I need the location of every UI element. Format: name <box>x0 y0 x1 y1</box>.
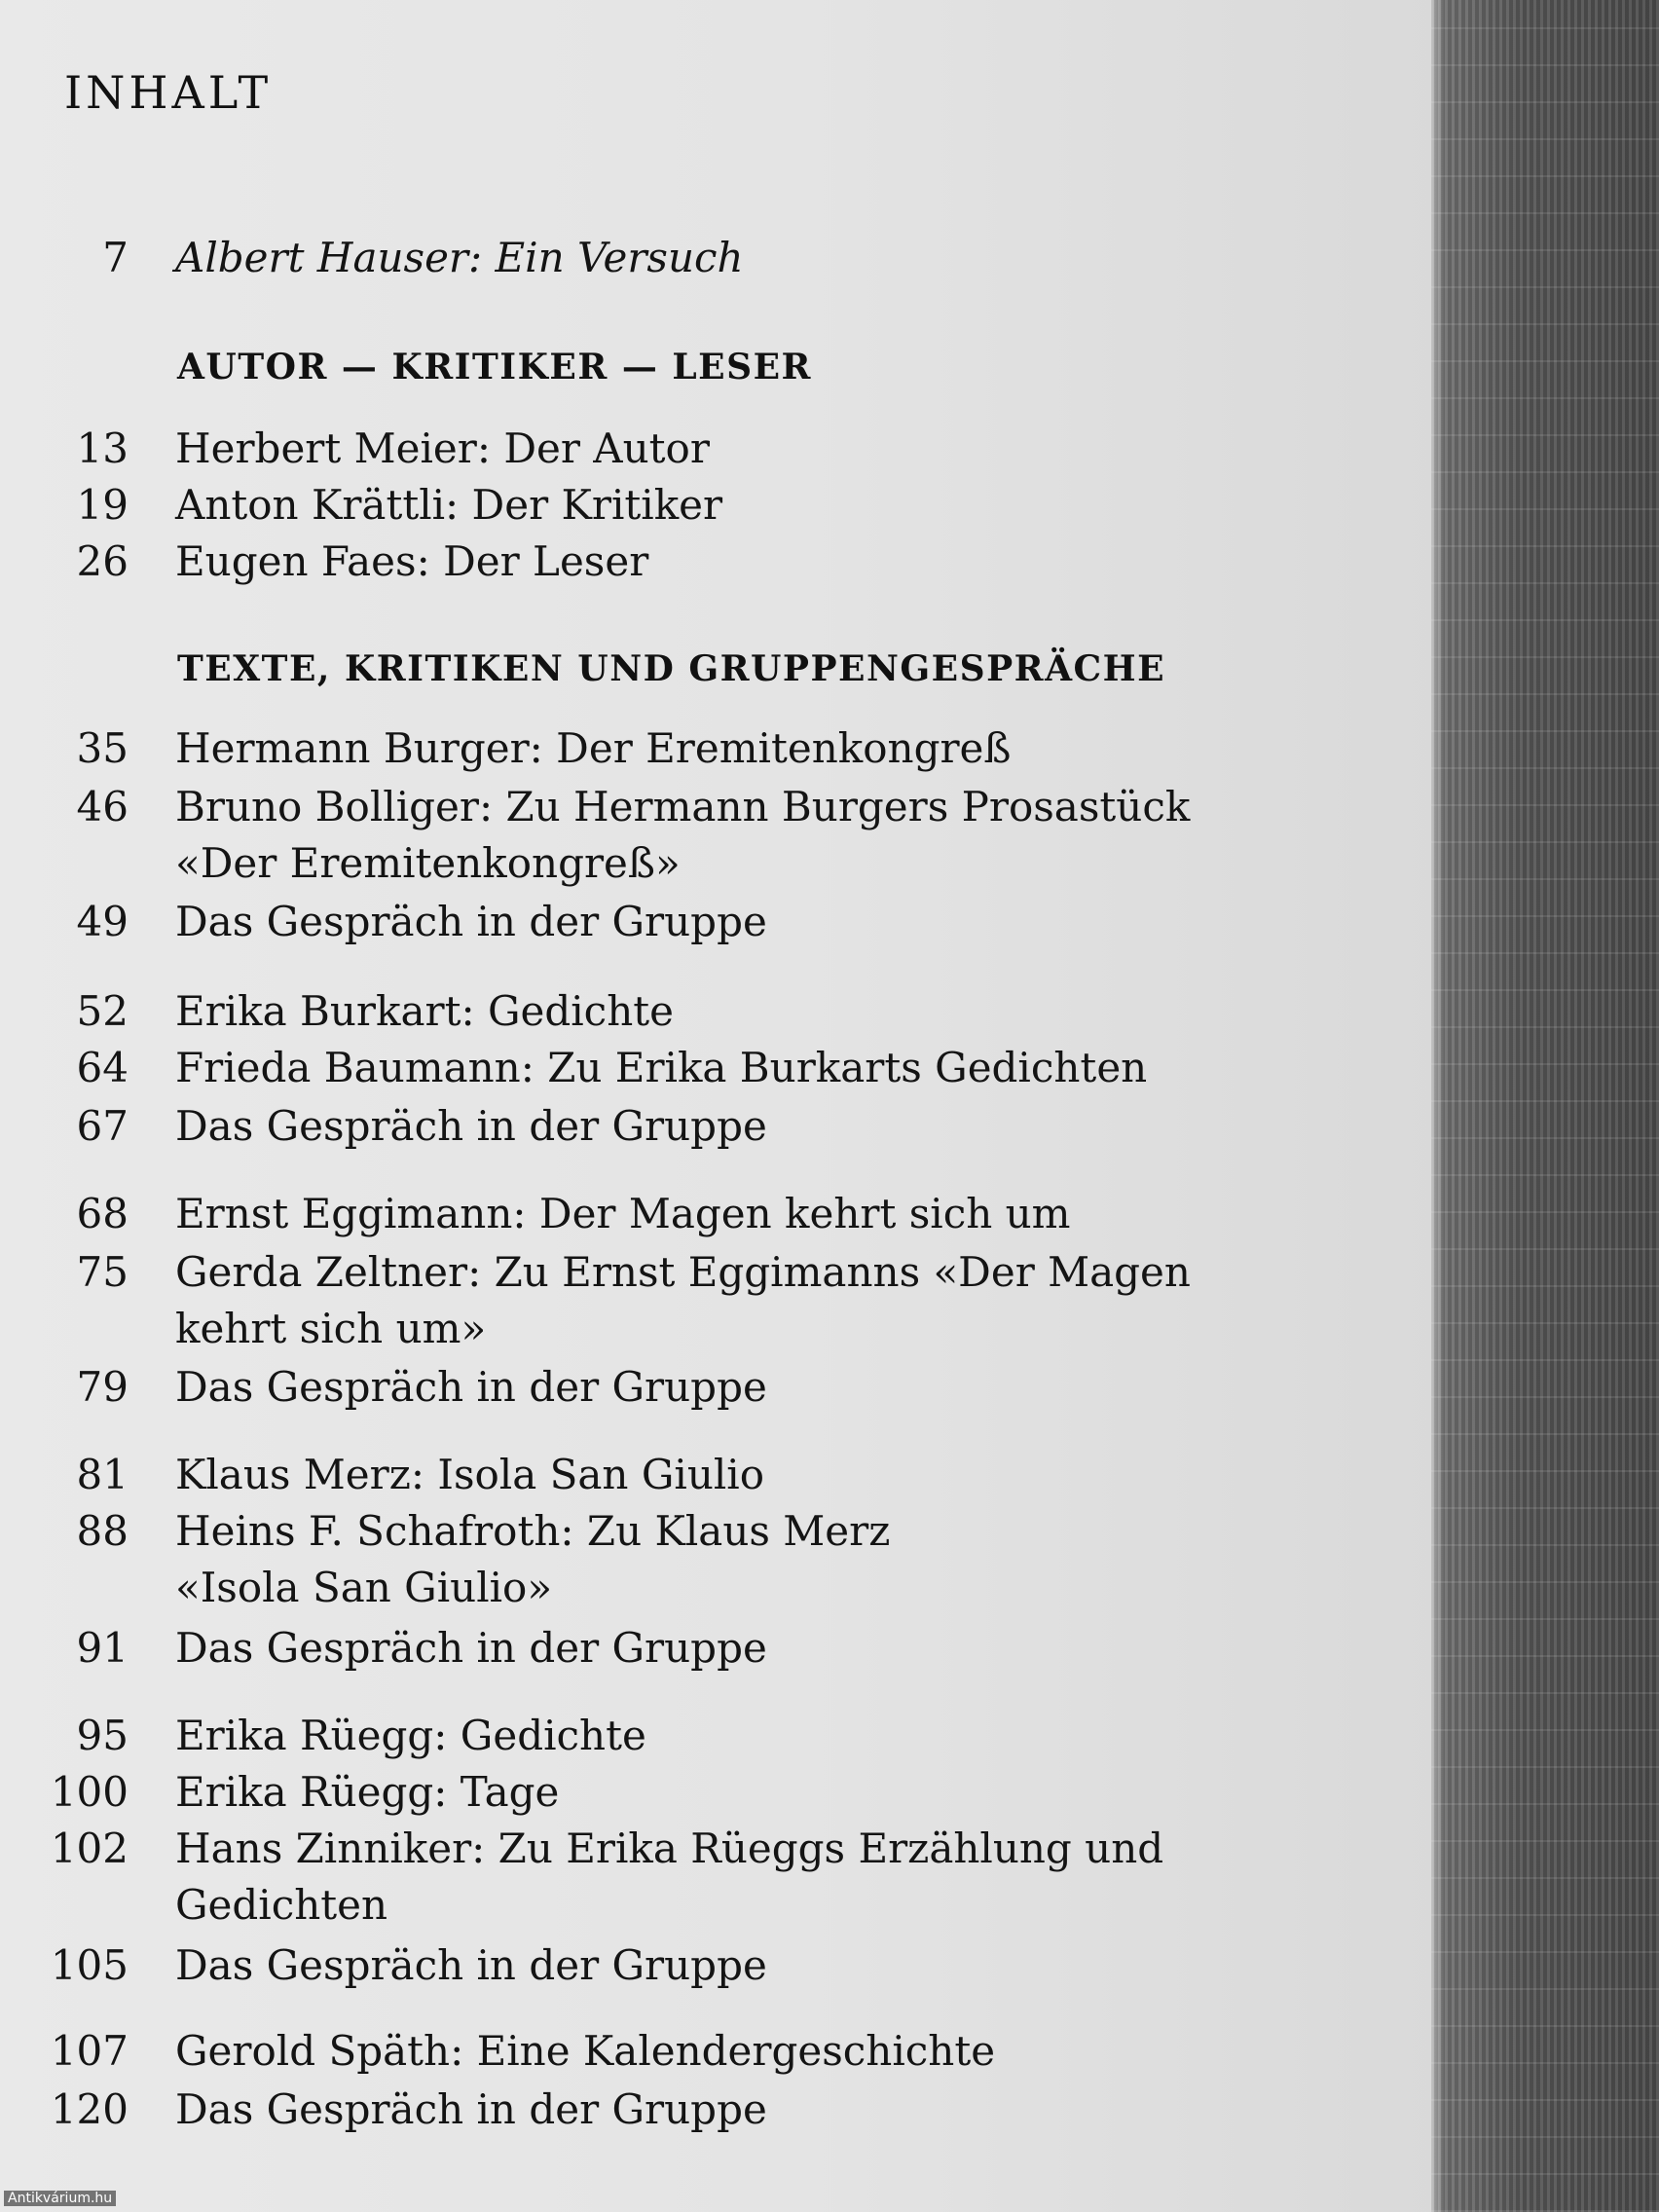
toc-entry <box>0 987 1266 1046</box>
entry-title-continued: Gedichten <box>175 1881 388 1929</box>
page-number: 64 <box>76 1044 129 1091</box>
page-number: 79 <box>76 1363 129 1411</box>
toc-entry <box>0 724 1266 783</box>
page-edge-texture <box>1431 0 1659 2212</box>
toc-entry <box>0 481 1266 539</box>
entry-title: Anton Krättli: Der Kritiker <box>175 481 723 529</box>
page-number: 7 <box>102 234 129 281</box>
page-number: 91 <box>76 1624 129 1672</box>
page-number: 88 <box>76 1507 129 1555</box>
section-heading-autor-kritiker-leser: AUTOR — KRITIKER — LESER <box>177 347 812 387</box>
toc-entry <box>0 1768 1266 1826</box>
entry-title: Das Gespräch in der Gruppe <box>175 1624 767 1672</box>
toc-entry <box>0 898 1266 956</box>
watermark: Antikvárium.hu <box>4 2191 116 2206</box>
page-number: 19 <box>76 481 129 529</box>
page-number: 68 <box>76 1190 129 1237</box>
entry-title: Ernst Eggimann: Der Magen kehrt sich um <box>175 1190 1071 1237</box>
page-number: 46 <box>76 783 129 830</box>
page-number: 95 <box>76 1712 129 1759</box>
page-number: 35 <box>76 724 129 772</box>
toc-entry <box>0 1624 1266 1682</box>
page-number: 67 <box>76 1102 129 1150</box>
toc-entry <box>0 1190 1266 1248</box>
entry-title: Hans Zinniker: Zu Erika Rüeggs Erzählung und <box>175 1825 1164 1872</box>
entry-title: Das Gespräch in der Gruppe <box>175 1941 767 1989</box>
entry-title: Eugen Faes: Der Leser <box>175 537 649 585</box>
entry-title: Albert Hauser: Ein Versuch <box>175 234 744 281</box>
page-number: 105 <box>50 1941 129 1989</box>
page-number: 81 <box>76 1451 129 1498</box>
toc-entry <box>0 1941 1266 2000</box>
entry-title: Frieda Baumann: Zu Erika Burkarts Gedichten <box>175 1044 1148 1091</box>
toc-entry <box>0 537 1266 596</box>
page-number: 120 <box>50 2085 129 2133</box>
entry-title: Erika Burkart: Gedichte <box>175 987 674 1035</box>
entry-title: Das Gespräch in der Gruppe <box>175 2085 767 2133</box>
page-number: 102 <box>50 1825 129 1872</box>
entry-title: Hermann Burger: Der Eremitenkongreß <box>175 724 1012 772</box>
entry-title: Gerda Zeltner: Zu Ernst Eggimanns «Der Magen <box>175 1248 1191 1296</box>
page-number: 107 <box>50 2027 129 2075</box>
page-number: 100 <box>50 1768 129 1816</box>
page-edge-stack <box>1431 0 1659 2212</box>
page-number: 49 <box>76 898 129 945</box>
entry-title: Heins F. Schafroth: Zu Klaus Merz <box>175 1507 891 1555</box>
section-heading-texte-kritiken: TEXTE, KRITIKEN UND GRUPPENGESPRÄCHE <box>177 648 1166 689</box>
page-title: INHALT <box>64 66 273 119</box>
entry-title: Bruno Bolliger: Zu Hermann Burgers Prosastück <box>175 783 1191 830</box>
toc-entry <box>0 1102 1266 1161</box>
toc-entry <box>0 1363 1266 1421</box>
entry-title: Erika Rüegg: Tage <box>175 1768 560 1816</box>
toc-entry-intro <box>0 234 1266 292</box>
entry-title: Das Gespräch in der Gruppe <box>175 1363 767 1411</box>
page-number: 13 <box>76 424 129 472</box>
toc-entry <box>0 1825 1266 1929</box>
entry-title: Erika Rüegg: Gedichte <box>175 1712 646 1759</box>
entry-title-continued: «Isola San Giulio» <box>175 1564 553 1611</box>
toc-entry <box>0 1248 1266 1352</box>
entry-title: Das Gespräch in der Gruppe <box>175 898 767 945</box>
toc-entry <box>0 783 1266 887</box>
entry-title: Das Gespräch in der Gruppe <box>175 1102 767 1150</box>
toc-entry <box>0 1451 1266 1509</box>
toc-entry <box>0 1712 1266 1770</box>
entry-title-continued: kehrt sich um» <box>175 1305 487 1352</box>
entry-title: Klaus Merz: Isola San Giulio <box>175 1451 765 1498</box>
entry-title-continued: «Der Eremitenkongreß» <box>175 839 681 887</box>
page-number: 26 <box>76 537 129 585</box>
toc-entry <box>0 424 1266 483</box>
toc-entry <box>0 2085 1266 2144</box>
page-number: 52 <box>76 987 129 1035</box>
toc-entry <box>0 2027 1266 2085</box>
toc-entry <box>0 1044 1266 1102</box>
entry-title: Gerold Späth: Eine Kalendergeschichte <box>175 2027 996 2075</box>
toc-entry <box>0 1507 1266 1611</box>
entry-title: Herbert Meier: Der Autor <box>175 424 710 472</box>
page-number: 75 <box>76 1248 129 1296</box>
